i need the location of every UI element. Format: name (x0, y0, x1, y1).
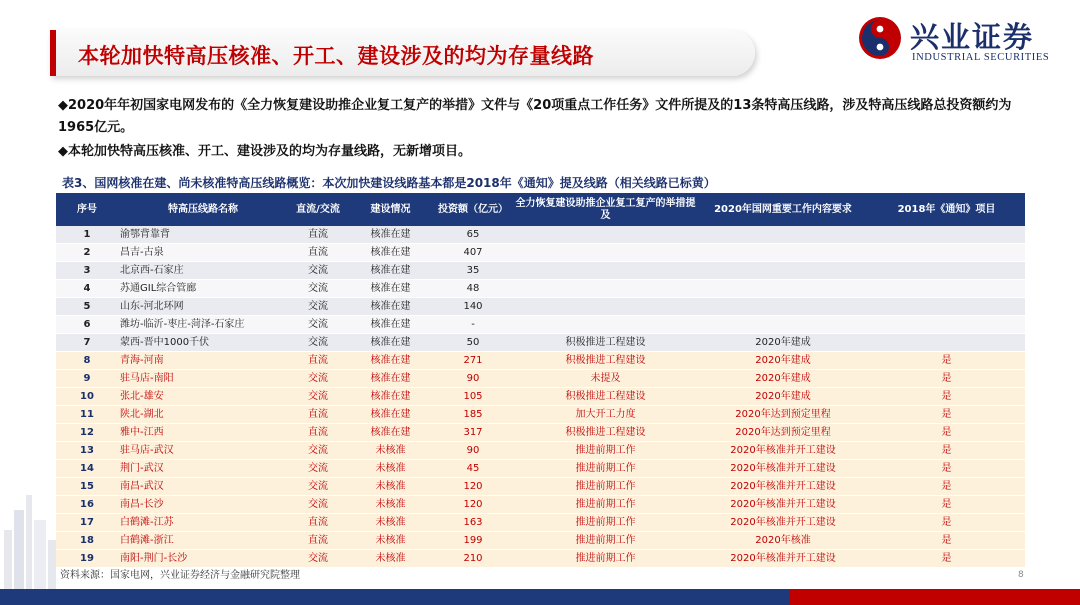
row-dc-ac-cell: 交流 (288, 262, 348, 280)
row-measure-cell: 推进前期工作 (513, 550, 698, 568)
row-seq-cell: 6 (56, 316, 118, 334)
row-seq-cell: 16 (56, 496, 118, 514)
header-line-name: 特高压线路名称 (118, 193, 288, 226)
row-requirement-cell (698, 298, 868, 316)
row-investment-cell: 210 (433, 550, 513, 568)
row-measure-cell: 未提及 (513, 370, 698, 388)
row-dc-ac-cell: 交流 (288, 388, 348, 406)
row-measure-cell (513, 316, 698, 334)
row-notice-cell (868, 334, 1025, 352)
row-status-cell: 未核准 (348, 550, 433, 568)
table-row (56, 532, 1025, 550)
row-requirement-cell (698, 280, 868, 298)
row-notice-cell (868, 280, 1025, 298)
header-investment: 投资额（亿元） (433, 193, 513, 226)
row-seq-cell: 3 (56, 262, 118, 280)
row-notice-cell (868, 244, 1025, 262)
uhv-lines-table (56, 193, 1025, 568)
row-line-name-cell: 张北-雄安 (118, 388, 288, 406)
row-line-name-cell: 青海-河南 (118, 352, 288, 370)
row-notice-cell: 是 (868, 460, 1025, 478)
row-dc-ac-cell: 直流 (288, 424, 348, 442)
table-caption: 表3、国网核准在建、尚未核准特高压线路概览：本次加快建设线路基本都是2018年《通知》提及线路（相关线路已标黄） (62, 176, 716, 190)
row-requirement-cell: 2020年建成 (698, 352, 868, 370)
row-requirement-cell: 2020年达到预定里程 (698, 424, 868, 442)
row-measure-cell: 推进前期工作 (513, 478, 698, 496)
row-notice-cell: 是 (868, 496, 1025, 514)
row-dc-ac-cell: 直流 (288, 244, 348, 262)
bullet-text-1: ◆2020年年初国家电网发布的《全力恢复建设助推企业复工复产的举措》文件与《20项重点工作任务》文件所提及的13条特高压线路，涉及特高压线路总投资额约为1965亿元。 (58, 98, 1012, 135)
row-status-cell: 核准在建 (348, 262, 433, 280)
row-measure-cell (513, 298, 698, 316)
row-status-cell: 未核准 (348, 478, 433, 496)
row-dc-ac-cell: 交流 (288, 442, 348, 460)
row-notice-cell: 是 (868, 388, 1025, 406)
table-row (56, 370, 1025, 388)
row-line-name-cell: 南昌-武汉 (118, 478, 288, 496)
row-measure-cell: 积极推进工程建设 (513, 334, 698, 352)
row-measure-cell: 推进前期工作 (513, 532, 698, 550)
row-seq-cell: 12 (56, 424, 118, 442)
source-note: 资料来源：国家电网，兴业证券经济与金融研究院整理 (60, 570, 300, 581)
row-status-cell: 未核准 (348, 460, 433, 478)
row-requirement-cell: 2020年核准并开工建设 (698, 514, 868, 532)
row-investment-cell: 199 (433, 532, 513, 550)
header-status: 建设情况 (348, 193, 433, 226)
row-status-cell: 未核准 (348, 532, 433, 550)
row-notice-cell (868, 262, 1025, 280)
row-status-cell: 未核准 (348, 442, 433, 460)
row-status-cell: 核准在建 (348, 244, 433, 262)
row-dc-ac-cell: 直流 (288, 406, 348, 424)
row-investment-cell: - (433, 316, 513, 334)
row-requirement-cell: 2020年建成 (698, 370, 868, 388)
row-seq-cell: 1 (56, 226, 118, 244)
logo-english-text: INDUSTRIAL SECURITIES (912, 52, 1050, 63)
table-row (56, 550, 1025, 568)
row-line-name-cell: 蒙西-晋中1000千伏 (118, 334, 288, 352)
row-line-name-cell: 南昌-长沙 (118, 496, 288, 514)
row-seq-cell: 9 (56, 370, 118, 388)
row-status-cell: 核准在建 (348, 316, 433, 334)
row-seq-cell: 7 (56, 334, 118, 352)
row-requirement-cell: 2020年核准并开工建设 (698, 496, 868, 514)
row-seq-cell: 5 (56, 298, 118, 316)
row-status-cell: 未核准 (348, 496, 433, 514)
header-2018-notice: 2018年《通知》项目 (868, 193, 1025, 226)
row-status-cell: 未核准 (348, 514, 433, 532)
row-dc-ac-cell: 交流 (288, 460, 348, 478)
row-notice-cell: 是 (868, 442, 1025, 460)
row-status-cell: 核准在建 (348, 370, 433, 388)
row-investment-cell: 271 (433, 352, 513, 370)
row-dc-ac-cell: 交流 (288, 316, 348, 334)
row-status-cell: 核准在建 (348, 406, 433, 424)
table-row (56, 514, 1025, 532)
table-row (56, 424, 1025, 442)
row-requirement-cell: 2020年核准并开工建设 (698, 478, 868, 496)
row-status-cell: 核准在建 (348, 352, 433, 370)
row-requirement-cell: 2020年核准并开工建设 (698, 442, 868, 460)
row-investment-cell: 163 (433, 514, 513, 532)
row-line-name-cell: 昌吉-古泉 (118, 244, 288, 262)
table-row (56, 478, 1025, 496)
row-line-name-cell: 北京西-石家庄 (118, 262, 288, 280)
row-dc-ac-cell: 交流 (288, 334, 348, 352)
row-notice-cell: 是 (868, 550, 1025, 568)
row-notice-cell: 是 (868, 424, 1025, 442)
header-dc-ac: 直流/交流 (288, 193, 348, 226)
row-investment-cell: 105 (433, 388, 513, 406)
row-line-name-cell: 潍坊-临沂-枣庄-菏泽-石家庄 (118, 316, 288, 334)
row-seq-cell: 18 (56, 532, 118, 550)
row-notice-cell: 是 (868, 532, 1025, 550)
row-dc-ac-cell: 直流 (288, 514, 348, 532)
row-line-name-cell: 苏通GIL综合管廊 (118, 280, 288, 298)
row-status-cell: 核准在建 (348, 280, 433, 298)
row-seq-cell: 10 (56, 388, 118, 406)
table-row (56, 316, 1025, 334)
table-row (56, 406, 1025, 424)
row-investment-cell: 65 (433, 226, 513, 244)
row-line-name-cell: 山东-河北环网 (118, 298, 288, 316)
row-requirement-cell: 2020年核准 (698, 532, 868, 550)
brand-logo (858, 14, 1073, 66)
row-investment-cell: 120 (433, 496, 513, 514)
row-seq-cell: 19 (56, 550, 118, 568)
row-line-name-cell: 陕北-湖北 (118, 406, 288, 424)
row-status-cell: 核准在建 (348, 226, 433, 244)
row-requirement-cell (698, 316, 868, 334)
bullet-text-2: ◆本轮加快特高压核准、开工、建设涉及的均为存量线路，无新增项目。 (58, 144, 471, 159)
logo-chinese-text: 兴业证券 (910, 20, 1035, 54)
row-requirement-cell: 2020年核准并开工建设 (698, 550, 868, 568)
row-line-name-cell: 白鹤滩-浙江 (118, 532, 288, 550)
row-seq-cell: 13 (56, 442, 118, 460)
row-notice-cell (868, 226, 1025, 244)
row-dc-ac-cell: 交流 (288, 298, 348, 316)
row-investment-cell: 317 (433, 424, 513, 442)
row-measure-cell: 积极推进工程建设 (513, 388, 698, 406)
row-requirement-cell: 2020年达到预定里程 (698, 406, 868, 424)
row-measure-cell: 积极推进工程建设 (513, 424, 698, 442)
row-requirement-cell: 2020年建成 (698, 334, 868, 352)
row-dc-ac-cell: 直流 (288, 532, 348, 550)
row-measure-cell: 推进前期工作 (513, 514, 698, 532)
row-investment-cell: 185 (433, 406, 513, 424)
row-status-cell: 核准在建 (348, 388, 433, 406)
row-line-name-cell: 驻马店-武汉 (118, 442, 288, 460)
row-measure-cell: 加大开工力度 (513, 406, 698, 424)
row-seq-cell: 2 (56, 244, 118, 262)
row-seq-cell: 11 (56, 406, 118, 424)
row-dc-ac-cell: 交流 (288, 370, 348, 388)
row-line-name-cell: 荆门-武汉 (118, 460, 288, 478)
table-header-row (56, 193, 1025, 226)
industrial-securities-logo-icon (858, 16, 902, 60)
table-row (56, 352, 1025, 370)
row-investment-cell: 407 (433, 244, 513, 262)
row-dc-ac-cell: 交流 (288, 478, 348, 496)
header-seq: 序号 (56, 193, 118, 226)
table-row (56, 298, 1025, 316)
row-investment-cell: 90 (433, 370, 513, 388)
header-2020-requirement: 2020年国网重要工作内容要求 (698, 193, 868, 226)
row-line-name-cell: 南阳-荆门-长沙 (118, 550, 288, 568)
row-notice-cell: 是 (868, 478, 1025, 496)
row-measure-cell: 积极推进工程建设 (513, 352, 698, 370)
row-dc-ac-cell: 交流 (288, 550, 348, 568)
row-status-cell: 核准在建 (348, 334, 433, 352)
header-measure: 全力恢复建设助推企业复工复产的举措提及 (513, 193, 698, 226)
table-row (56, 262, 1025, 280)
row-measure-cell (513, 262, 698, 280)
row-line-name-cell: 白鹤滩-江苏 (118, 514, 288, 532)
row-seq-cell: 4 (56, 280, 118, 298)
row-dc-ac-cell: 交流 (288, 280, 348, 298)
row-dc-ac-cell: 交流 (288, 496, 348, 514)
row-status-cell: 核准在建 (348, 424, 433, 442)
row-notice-cell: 是 (868, 352, 1025, 370)
row-investment-cell: 45 (433, 460, 513, 478)
row-measure-cell: 推进前期工作 (513, 496, 698, 514)
row-notice-cell: 是 (868, 370, 1025, 388)
row-measure-cell (513, 226, 698, 244)
skyline-decoration-icon (0, 490, 60, 590)
row-investment-cell: 90 (433, 442, 513, 460)
row-investment-cell: 120 (433, 478, 513, 496)
row-seq-cell: 15 (56, 478, 118, 496)
table-body (56, 226, 1025, 568)
table-row (56, 280, 1025, 298)
row-requirement-cell (698, 244, 868, 262)
table-row (56, 244, 1025, 262)
row-investment-cell: 50 (433, 334, 513, 352)
row-investment-cell: 48 (433, 280, 513, 298)
row-line-name-cell: 驻马店-南阳 (118, 370, 288, 388)
table-row (56, 496, 1025, 514)
row-line-name-cell: 雅中-江西 (118, 424, 288, 442)
row-requirement-cell: 2020年建成 (698, 388, 868, 406)
row-investment-cell: 35 (433, 262, 513, 280)
row-notice-cell (868, 298, 1025, 316)
row-notice-cell: 是 (868, 514, 1025, 532)
table-row (56, 226, 1025, 244)
row-measure-cell (513, 280, 698, 298)
footer-bar-blue (0, 589, 790, 605)
row-notice-cell: 是 (868, 406, 1025, 424)
row-dc-ac-cell: 直流 (288, 226, 348, 244)
row-requirement-cell: 2020年核准并开工建设 (698, 460, 868, 478)
footer-bar-red (790, 589, 1080, 605)
page-number: 8 (1018, 570, 1024, 580)
row-line-name-cell: 渝鄂背靠背 (118, 226, 288, 244)
table-row (56, 334, 1025, 352)
row-requirement-cell (698, 262, 868, 280)
row-seq-cell: 14 (56, 460, 118, 478)
row-measure-cell: 推进前期工作 (513, 460, 698, 478)
row-investment-cell: 140 (433, 298, 513, 316)
row-dc-ac-cell: 直流 (288, 352, 348, 370)
row-status-cell: 核准在建 (348, 298, 433, 316)
row-measure-cell: 推进前期工作 (513, 442, 698, 460)
row-measure-cell (513, 244, 698, 262)
table-row (56, 460, 1025, 478)
table-row (56, 442, 1025, 460)
table-row (56, 388, 1025, 406)
row-seq-cell: 17 (56, 514, 118, 532)
page-title: 本轮加快特高压核准、开工、建设涉及的均为存量线路 (78, 44, 594, 68)
row-seq-cell: 8 (56, 352, 118, 370)
row-notice-cell (868, 316, 1025, 334)
row-requirement-cell (698, 226, 868, 244)
